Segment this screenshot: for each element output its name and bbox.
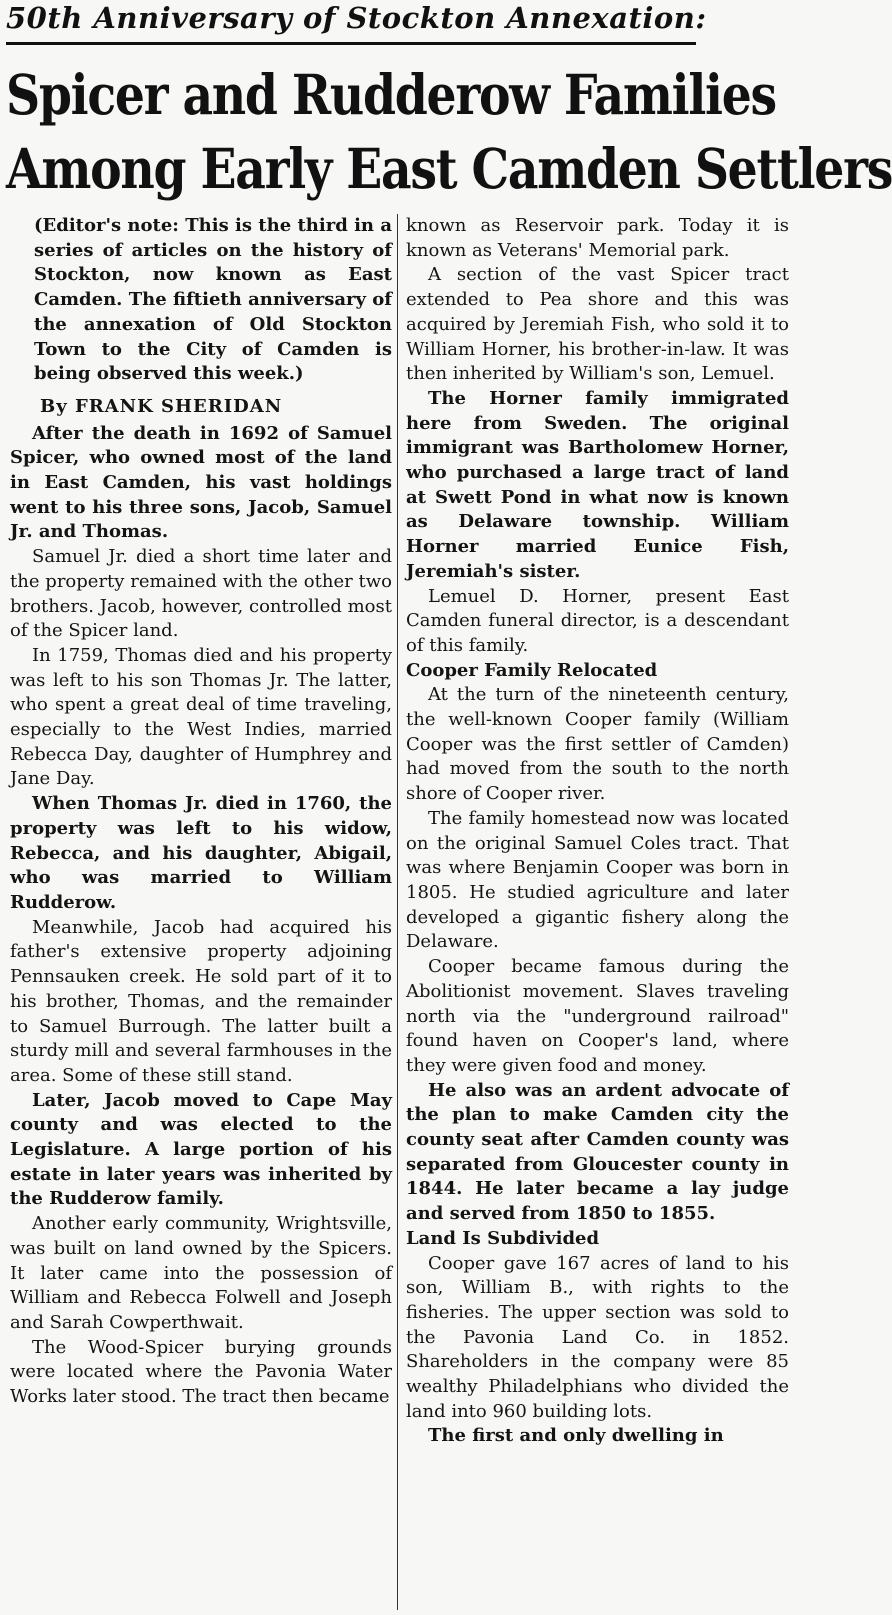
paragraph: Another early community, Wrightsville, was built on land owned by the Spicers. It later came into the possession of William and Rebecca Folwell and Joseph and Sarah Cowperthwait.: [10, 1213, 392, 1333]
column-rule: [397, 214, 398, 1610]
editors-note: (Editor's note: This is the third in a series of articles on the history of Stockton, now known as East Camden. The fiftieth anniversary of the annexation of Old Stockton Town to the City of Camden is being observed this week.): [34, 215, 392, 385]
paragraph: A section of the vast Spicer tract extended to Pea shore and this was acquired by Jeremiah Fish, who sold it to William Horner, his brother-in-law. It was then inherited by William's son, Lemuel.: [406, 264, 789, 385]
paragraph: Later, Jacob moved to Cape May county and was elected to the Legislature. A large portion of his estate in later years was inherited by the Rudderow family.: [10, 1089, 392, 1210]
paragraph: After the death in 1692 of Samuel Spicer, who owned most of the land in East Camden, his vast holdings went to his three sons, Jacob, Samuel Jr. and Thomas.: [10, 422, 392, 543]
paragraph: The first and only dwelling in: [428, 1425, 724, 1447]
headline-line-1: Spicer and Rudderow Families: [6, 62, 776, 127]
byline: By FRANK SHERIDAN: [40, 395, 283, 417]
subheading: Cooper Family Relocated: [406, 659, 658, 681]
paragraph: Meanwhile, Jacob had acquired his father's extensive property adjoining Pennsauken creek. He sold part of it to his brother, Thomas, and the remainder to Samuel Burrough. The latter built a sturdy mill and several farmhouses in the area. Some of these still stand.: [10, 916, 392, 1086]
paragraph: When Thomas Jr. died in 1760, the property was left to his widow, Rebecca, and his daughter, Abigail, who was married to William Rudderow.: [10, 793, 392, 913]
headline: [6, 58, 892, 206]
kicker-line: 50th Anniversary of Stockton Annexation:: [6, 0, 696, 45]
right-column: [406, 214, 789, 1449]
paragraph: Cooper became famous during the Abolitionist movement. Slaves traveling north via the "underground railroad" found haven on Cooper's land, where they were given food and money.: [406, 956, 789, 1076]
paragraph: At the turn of the nineteenth century, the well-known Cooper family (William Cooper was the first settler of Camden) had moved from the south to the north shore of Cooper river.: [406, 684, 789, 805]
headline-line-2: Among Early East Camden Settlers: [6, 136, 892, 201]
paragraph: In 1759, Thomas died and his property was left to his son Thomas Jr. The latter, who spent a great deal of time traveling, especially to the West Indies, married Rebecca Day, daughter of Humphrey and Jane Day.: [10, 644, 392, 790]
subheading: Land Is Subdivided: [406, 1227, 600, 1249]
paragraph: The Wood-Spicer burying grounds were located where the Pavonia Water Works later stood. The tract then became: [10, 1336, 392, 1408]
paragraph: The family homestead now was located on the original Samuel Coles tract. That was where Benjamin Cooper was born in 1805. He studied agriculture and later developed a gigantic fishery along the Delaware.: [406, 807, 789, 953]
paragraph: known as Reservoir park. Today it is known as Veterans' Memorial park.: [406, 215, 789, 261]
paragraph: Cooper gave 167 acres of land to his son, William B., with rights to the fisheries. The upper section was sold to the Pavonia Land Co. in 1852. Shareholders in the company were 85 wealthy Philadelphians who divided the land into 960 building lots.: [406, 1252, 789, 1422]
paragraph: He also was an ardent advocate of the plan to make Camden city the county seat after Camden county was separated from Gloucester county in 1844. He later became a lay judge and served from 1850 to 1855.: [406, 1079, 789, 1225]
paragraph: The Horner family immigrated here from Sweden. The original immigrant was Bartholomew Horner, who purchased a large tract of land at Swett Pond in what now is known as Delaware township. William Horner married Eunice Fish, Jeremiah's sister.: [406, 387, 789, 582]
paragraph: Lemuel D. Horner, present East Camden funeral director, is a descendant of this family.: [406, 585, 789, 656]
left-column: [10, 214, 392, 1410]
paragraph: Samuel Jr. died a short time later and the property remained with the other two brothers. Jacob, however, controlled most of the Spicer land.: [10, 546, 392, 642]
